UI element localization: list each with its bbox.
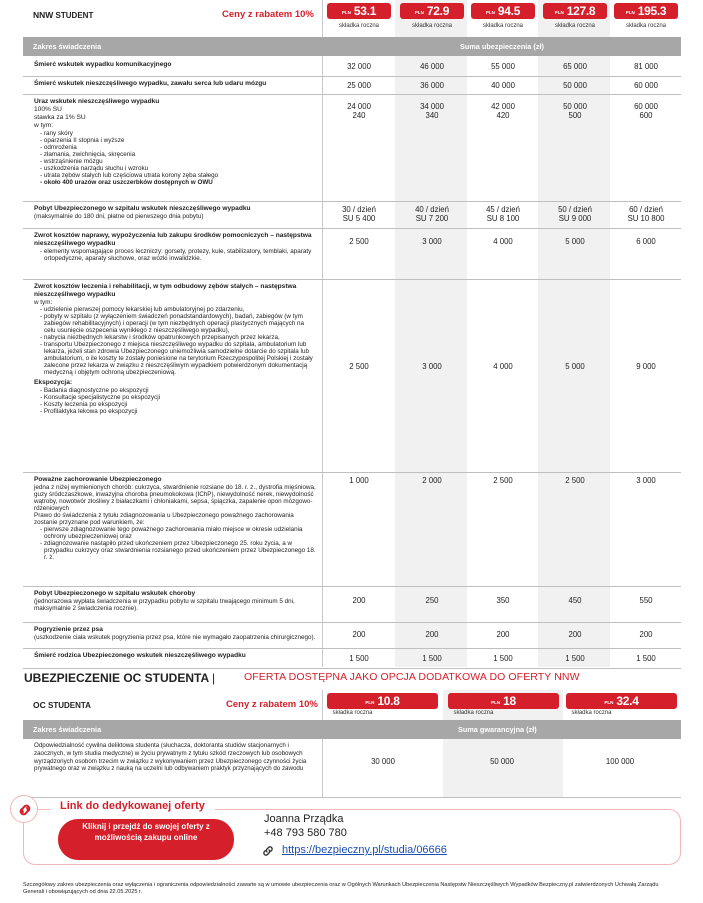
sum-value [538, 81, 612, 90]
benefit-list [34, 526, 316, 561]
sum-value [466, 205, 540, 223]
row-divider [23, 797, 681, 798]
sum-value [538, 654, 612, 663]
product-title [33, 10, 93, 20]
buy-online-button[interactable]: Kliknij i przejdź do swojej oferty z możliwością zakupu online [58, 819, 234, 860]
sum-value-secondary: 500 [568, 111, 582, 120]
sum-value-main: 42 000 [491, 102, 515, 111]
table-header [23, 37, 681, 56]
sum-value-main: 1 500 [349, 654, 369, 663]
sum-value-main: 24 000 [347, 102, 371, 111]
sum-value [322, 62, 396, 71]
oc-product-label: STUDENTA [47, 701, 91, 710]
oc-discount-label: Ceny z rabatem 10% [226, 699, 318, 710]
list-item: - odmrożenia [40, 144, 77, 151]
benefit-list [34, 306, 316, 376]
column-shade [395, 0, 467, 667]
sum-value-main: 4 000 [493, 237, 513, 246]
sum-value-main: 60 000 [634, 102, 658, 111]
sum-value [538, 476, 612, 485]
benefit-line: w tym: [34, 122, 54, 129]
benefit-title: Zwrot kosztów leczenia i rehabilitacji, w tym odbudowy zębów stałych – następstwa nieszczęśliwego wypadku [34, 283, 297, 298]
sum-value [466, 237, 540, 246]
sum-value-main: 40 / dzień [415, 205, 449, 214]
sum-value-secondary: SU 10 800 [627, 214, 665, 223]
sum-value-main: 40 000 [491, 81, 515, 90]
sum-value-main: 2 500 [565, 476, 585, 485]
price-value: 72.9 [426, 4, 450, 18]
list-item: - oparzenia II stopnia i wyższe [40, 137, 125, 144]
sum-value [609, 62, 683, 71]
sum-value [322, 237, 396, 246]
sum-value [466, 654, 540, 663]
price-caption: składka roczna [338, 23, 380, 29]
table-row [34, 476, 316, 561]
oc-sum-value: 100 000 [605, 757, 635, 766]
sum-value-main: 32 000 [347, 62, 371, 71]
price-badge [400, 3, 464, 19]
sum-value [395, 596, 469, 605]
sum-value-secondary: SU 5 400 [342, 214, 376, 223]
row-divider [23, 76, 681, 77]
benefit-note: (maksymalnie do 180 dni, płatne od pierwszego dnia pobytu) [34, 213, 204, 220]
currency-label: PLN [414, 10, 424, 15]
oc-sum-value: 30 000 [371, 757, 395, 766]
currency-label: PLN [604, 700, 614, 705]
list-item: - nabycia niezbędnych lekarstw i środków opatrunkowych przepisanych przez lekarza, [40, 334, 280, 341]
sum-value [395, 630, 469, 639]
sum-value-main: 2 000 [422, 476, 442, 485]
sum-value [322, 102, 396, 120]
benefit-title: Pogryzienie przez psa [34, 626, 103, 633]
price-caption: składka roczna [453, 710, 494, 716]
list-item: - transportu Ubezpieczonego z miejsca nieszczęśliwego wypadku do szpitala, ambulatorium lub lekarza, jeżeli stan zdrowia Ubezpieczonego uniemożliwia samodzielne dotarcie do szpitala lub ambulatorium, o ile koszty te zostały poniesione na terytorium Rzeczypospolitej Polskiej i zostały zalecone przez lekarza w związku z nieszczęśliwym wypadkiem potwierdzonym dokumentacją medyczną i objętym ochroną ubezpieczeniową. [40, 341, 313, 376]
price-badge [543, 3, 607, 19]
sum-value [609, 102, 683, 120]
table-row [34, 232, 316, 262]
price-caption: składka roczna [482, 23, 524, 29]
row-divider [23, 668, 681, 669]
price-caption: składka roczna [571, 710, 612, 716]
sum-value-main: 60 / dzień [629, 205, 663, 214]
benefit-paragraph: jedna z niżej wymienionych chorób: cukrzyca, stwardnienie rozsiane do 18. r. ż., dystrofia mięśniowa, guzy śródczaszkowe, inwazyjna choroba pneumokokowa (IChP), niewydolność nerek, niewydolność wątroby, nowotwór złośliwy z białaczkami i chłoniakami, sepsa, śpiączka, zapalenie opon mózgowo-rdzeniowych [34, 484, 316, 512]
sum-value [322, 476, 396, 485]
sum-value [538, 205, 612, 223]
sum-value [466, 362, 540, 371]
link-heading: Link do dedykowanej oferty [50, 800, 215, 812]
price-caption: składka roczna [411, 23, 453, 29]
table-row [34, 205, 316, 220]
sum-value [538, 362, 612, 371]
sum-value-main: 200 [425, 630, 439, 639]
benefit-title: Pobyt Ubezpieczonego w szpitalu wskutek nieszczęśliwego wypadku [34, 205, 251, 212]
currency-label: PLN [365, 700, 375, 705]
sum-value-main: 46 000 [420, 62, 444, 71]
sum-value [466, 62, 540, 71]
sum-value [322, 362, 396, 371]
sum-value-main: 1 500 [422, 654, 442, 663]
benefit-paragraph: Prawo do świadczenia z tytułu zdiagnozowania u Ubezpieczonego poważnego zachorowania zostanie przyznane pod warunkiem, że: [34, 512, 294, 526]
table-row [34, 652, 316, 660]
row-divider [23, 472, 681, 473]
product-label: STUDENT [55, 11, 94, 20]
benefit-title: Śmierć rodzica Ubezpieczonego wskutek nieszczęśliwego wypadku [34, 652, 246, 659]
sum-value [609, 205, 683, 223]
sum-value-secondary: 600 [639, 111, 653, 120]
sum-value [466, 476, 540, 485]
sum-value [609, 81, 683, 90]
price-value: 32.4 [616, 694, 639, 708]
benefit-title: Śmierć wskutek nieszczęśliwego wypadku, zawału serca lub udaru mózgu [34, 80, 267, 87]
sum-value-main: 50 / dzień [558, 205, 592, 214]
sum-value [322, 630, 396, 639]
sum-value-main: 350 [496, 596, 510, 605]
list-item: - pierwsze zdiagnozowanie tego poważnego zachorowania miało miejsce w okresie udzielania ochrony ubezpieczeniowej oraz [40, 526, 303, 540]
price-badge [471, 3, 535, 19]
oc-price-badge [327, 693, 438, 709]
sum-value [395, 476, 469, 485]
benefit-title: Uraz wskutek nieszczęśliwego wypadku [34, 98, 160, 105]
row-divider [23, 201, 681, 202]
sum-value [395, 81, 469, 90]
benefit-title: Poważne zachorowanie Ubezpieczonego [34, 476, 162, 483]
sum-value-main: 2 500 [349, 237, 369, 246]
sum-value-main: 65 000 [563, 62, 587, 71]
table-row [34, 61, 316, 69]
link-icon [11, 796, 39, 824]
list-item: - elementy wspomagające proces leczniczy: gorsety, protezy, kule, stabilizatory, temblaki, aparaty ortopedyczne, aparaty słuchowe, oraz wózki inwalidzkie. [40, 248, 312, 262]
offer-url-link[interactable]: https://bezpieczny.pl/studia/06666 [282, 844, 447, 856]
sum-value-main: 1 000 [349, 476, 369, 485]
sum-value-main: 5 000 [565, 362, 585, 371]
sum-value [322, 81, 396, 90]
table-row [34, 590, 316, 612]
oc-section-title [24, 671, 215, 685]
sum-value [538, 596, 612, 605]
list-item: - utrata zębów stałych lub częściowa utrata korony zęba stałego [40, 172, 219, 179]
list-item: - Badania diagnostyczne po ekspozycji [40, 387, 149, 394]
brand-label: NNW [33, 10, 54, 20]
sum-value-main: 5 000 [565, 237, 585, 246]
oc-price-badge [448, 693, 559, 709]
sum-value-main: 3 000 [636, 476, 656, 485]
list-item: - złamania, zwichnięcia, skręcenia [40, 151, 136, 158]
table-row [34, 283, 316, 415]
sum-value [538, 62, 612, 71]
row-divider [23, 622, 681, 623]
sum-value-main: 30 / dzień [342, 205, 376, 214]
benefit-title: Śmierć wskutek wypadku komunikacyjnego [34, 61, 172, 68]
sum-value [322, 205, 396, 223]
oc-sum-value: 50 000 [490, 757, 514, 766]
sum-value-main: 1 500 [493, 654, 513, 663]
benefit-list [34, 248, 316, 262]
sum-value [609, 596, 683, 605]
sum-value [466, 102, 540, 120]
sum-value [609, 630, 683, 639]
sum-value-main: 6 000 [636, 237, 656, 246]
sum-value [466, 596, 540, 605]
benefit-line: stawka za 1% SU [34, 114, 86, 121]
row-divider [23, 228, 681, 229]
list-item: - pobyty w szpitalu (z wyłączeniem świadczeń ponadstandardowych), badań, zabiegów (w tym zabiegów rehabilitacyjnych) i operacji (w tym niezbędnych operacji plastycznych mających na celu usunięcie oszpecenia wynikłego z nieszczęśliwego wypadku), [40, 313, 305, 334]
sum-value-secondary: 420 [496, 111, 510, 120]
benefit-title: Zwrot kosztów naprawy, wypożyczenia lub zakupu środków pomocniczych – następstwa nieszczęśliwego wypadku [34, 232, 312, 247]
link-badge [10, 795, 38, 823]
sum-value [609, 362, 683, 371]
price-value: 53.1 [353, 4, 377, 18]
list-item: - Koszty leczenia po ekspozycji [40, 401, 128, 408]
sum-value-secondary: SU 9 000 [558, 214, 592, 223]
list-item: - rany skóry [40, 130, 73, 137]
row-divider [23, 94, 681, 95]
row-divider [23, 586, 681, 587]
sum-value-main: 550 [639, 596, 653, 605]
sum-value [395, 362, 469, 371]
table-row [34, 80, 316, 88]
sum-value-secondary: 340 [425, 111, 439, 120]
sum-value-secondary: 240 [352, 111, 366, 120]
agent-name: Joanna Prządka [264, 813, 344, 825]
price-value: 195.3 [637, 4, 667, 18]
sum-value [609, 237, 683, 246]
sum-value-secondary: SU 7 200 [415, 214, 449, 223]
oc-description: Odpowiedzialność cywilna deliktowa studenta (słuchacza, doktoranta studiów stacjonarnych i zaocznych, w tym studia medyczne) w życiu prywatnym z tytułu szkód rzeczowych lub osobowych wyrządzonych osobom trzecim w związku z wykonywaniem przez Ubezpieczonego czynności życia prywatnego oraz w związku z nauką na uczelni lub odbywaniem praktyk przyznających do zawodu [34, 742, 307, 773]
oc-brand-label: OC [33, 700, 46, 710]
sum-value-main: 50 000 [563, 81, 587, 90]
price-badge [327, 3, 391, 19]
sum-value-main: 81 000 [634, 62, 658, 71]
sum-value [466, 81, 540, 90]
oc-title-text: UBEZPIECZENIE OC STUDENTA [24, 671, 209, 685]
oc-header-sum: Suma gwarancyjna (zł) [458, 725, 537, 734]
price-caption: składka roczna [332, 710, 373, 716]
sum-value [538, 630, 612, 639]
sum-value [395, 654, 469, 663]
table-row [34, 626, 316, 641]
price-badge [614, 3, 678, 19]
sum-value-main: 4 000 [493, 362, 513, 371]
list-item: - Konsultacje specjalistyczne po ekspozycji [40, 394, 161, 401]
sum-value-secondary: SU 8 100 [486, 214, 520, 223]
benefit-title: Pobyt Ubezpieczonego w szpitalu wskutek choroby [34, 590, 196, 597]
sum-value-main: 34 000 [420, 102, 444, 111]
sum-value-main: 55 000 [491, 62, 515, 71]
price-value: 127.8 [566, 4, 596, 18]
sum-value-main: 200 [568, 630, 582, 639]
benefit-intro: w tym: [34, 299, 53, 306]
list-item: - udzielenie pierwszej pomocy lekarskiej lub ambulatoryjnej po zdarzeniu, [40, 306, 245, 313]
benefit-subtitle: Ekspozycja: [34, 379, 73, 386]
sum-value [395, 237, 469, 246]
sum-value-main: 200 [352, 596, 366, 605]
price-caption: składka roczna [625, 23, 667, 29]
list-item: - uszkodzenia narządu słuchu i wzroku [40, 165, 149, 172]
currency-label: PLN [341, 10, 351, 15]
sum-value-main: 3 000 [422, 362, 442, 371]
discount-label: Ceny z rabatem 10% [222, 9, 314, 20]
sum-value-main: 250 [425, 596, 439, 605]
sum-value [609, 476, 683, 485]
row-divider [23, 279, 681, 280]
footer-disclaimer: Szczegółowy zakres ubezpieczenia oraz wyłączenia i ograniczenia odpowiedzialności zawarte są w umowie ubezpieczenia oraz w Ogólnych Warunkach Ubezpieczenia Następstw Nieszczęśliwych Wypadków Bezpieczny.pl zatwierdzonych Uchwałą Zarządu Generali i obowiązujących od dnia 22.05.2025 r. [23, 882, 659, 895]
sum-value-main: 36 000 [420, 81, 444, 90]
price-value: 10.8 [377, 694, 400, 708]
header-scope: Zakres świadczenia [33, 42, 102, 51]
sum-value [609, 654, 683, 663]
oc-table-header [23, 720, 681, 739]
sum-value [322, 596, 396, 605]
benefit-line: 100% SU [34, 106, 62, 113]
list-item-emphasis: - około 400 urazów oraz uszczerbków dostępnych w OWU [40, 179, 213, 186]
oc-price-badge [566, 693, 677, 709]
sum-value-main: 200 [352, 630, 366, 639]
sum-value-main: 200 [639, 630, 653, 639]
sum-value-main: 9 000 [636, 362, 656, 371]
sum-value-main: 200 [496, 630, 510, 639]
sum-value-main: 2 500 [493, 476, 513, 485]
sum-value [466, 630, 540, 639]
currency-label: PLN [625, 10, 635, 15]
sum-value [395, 102, 469, 120]
price-caption: składka roczna [554, 23, 596, 29]
sum-value-main: 1 500 [565, 654, 585, 663]
price-value: 18 [503, 694, 516, 708]
column-divider [322, 0, 323, 667]
sum-value-main: 45 / dzień [486, 205, 520, 214]
table-row [34, 98, 316, 186]
benefit-list [34, 387, 316, 415]
sum-value-main: 1 500 [636, 654, 656, 663]
oc-section-offer: OFERTA DOSTĘPNA JAKO OPCJA DODATKOWA DO OFERTY NNW [244, 671, 580, 683]
currency-label: PLN [485, 10, 495, 15]
oc-product-title [33, 700, 91, 710]
list-item: - zdiagnozowanie nastąpiło przed ukończeniem przez Ubezpieczonego 25. roku życia, a w przypadku cukrzycy oraz stwardnienia rozsianego przed ukończeniem przez Ubezpieczonego 18. r. ż. [40, 540, 316, 561]
sum-value [395, 205, 469, 223]
sum-value-main: 2 500 [349, 362, 369, 371]
sum-value-main: 450 [568, 596, 582, 605]
column-shade [538, 0, 610, 667]
price-value: 94.5 [497, 4, 521, 18]
header-sum: Suma ubezpieczenia (zł) [460, 42, 544, 51]
benefit-list [34, 130, 316, 186]
currency-label: PLN [554, 10, 564, 15]
column-divider [322, 690, 323, 798]
sum-value-main: 25 000 [347, 81, 371, 90]
agent-phone[interactable]: +48 793 580 780 [264, 827, 347, 839]
sum-value-main: 60 000 [634, 81, 658, 90]
oc-title-separator: | [212, 671, 216, 685]
sum-value [322, 654, 396, 663]
sum-value [538, 102, 612, 120]
row-divider [23, 648, 681, 649]
sum-value-main: 3 000 [422, 237, 442, 246]
sum-value [395, 62, 469, 71]
benefit-note: (jednorazowa wypłata świadczenia w przypadku pobytu w szpitalu trwającego minimum 5 dni, maksymalnie 2 świadczenia rocznie). [34, 598, 295, 612]
sum-value-main: 50 000 [563, 102, 587, 111]
benefit-note: (uszkodzenie ciała wskutek pogryzienia przez psa, które nie wymagało zaopatrzenia chirurgicznego). [34, 634, 316, 641]
list-item: - Profilaktyka lekowa po ekspozycji [40, 408, 138, 415]
currency-label: PLN [491, 700, 501, 705]
sum-value [538, 237, 612, 246]
oc-header-scope: Zakres świadczenia [33, 725, 102, 734]
url-link-icon [262, 845, 274, 857]
list-item: - wstrząśnienie mózgu [40, 158, 103, 165]
